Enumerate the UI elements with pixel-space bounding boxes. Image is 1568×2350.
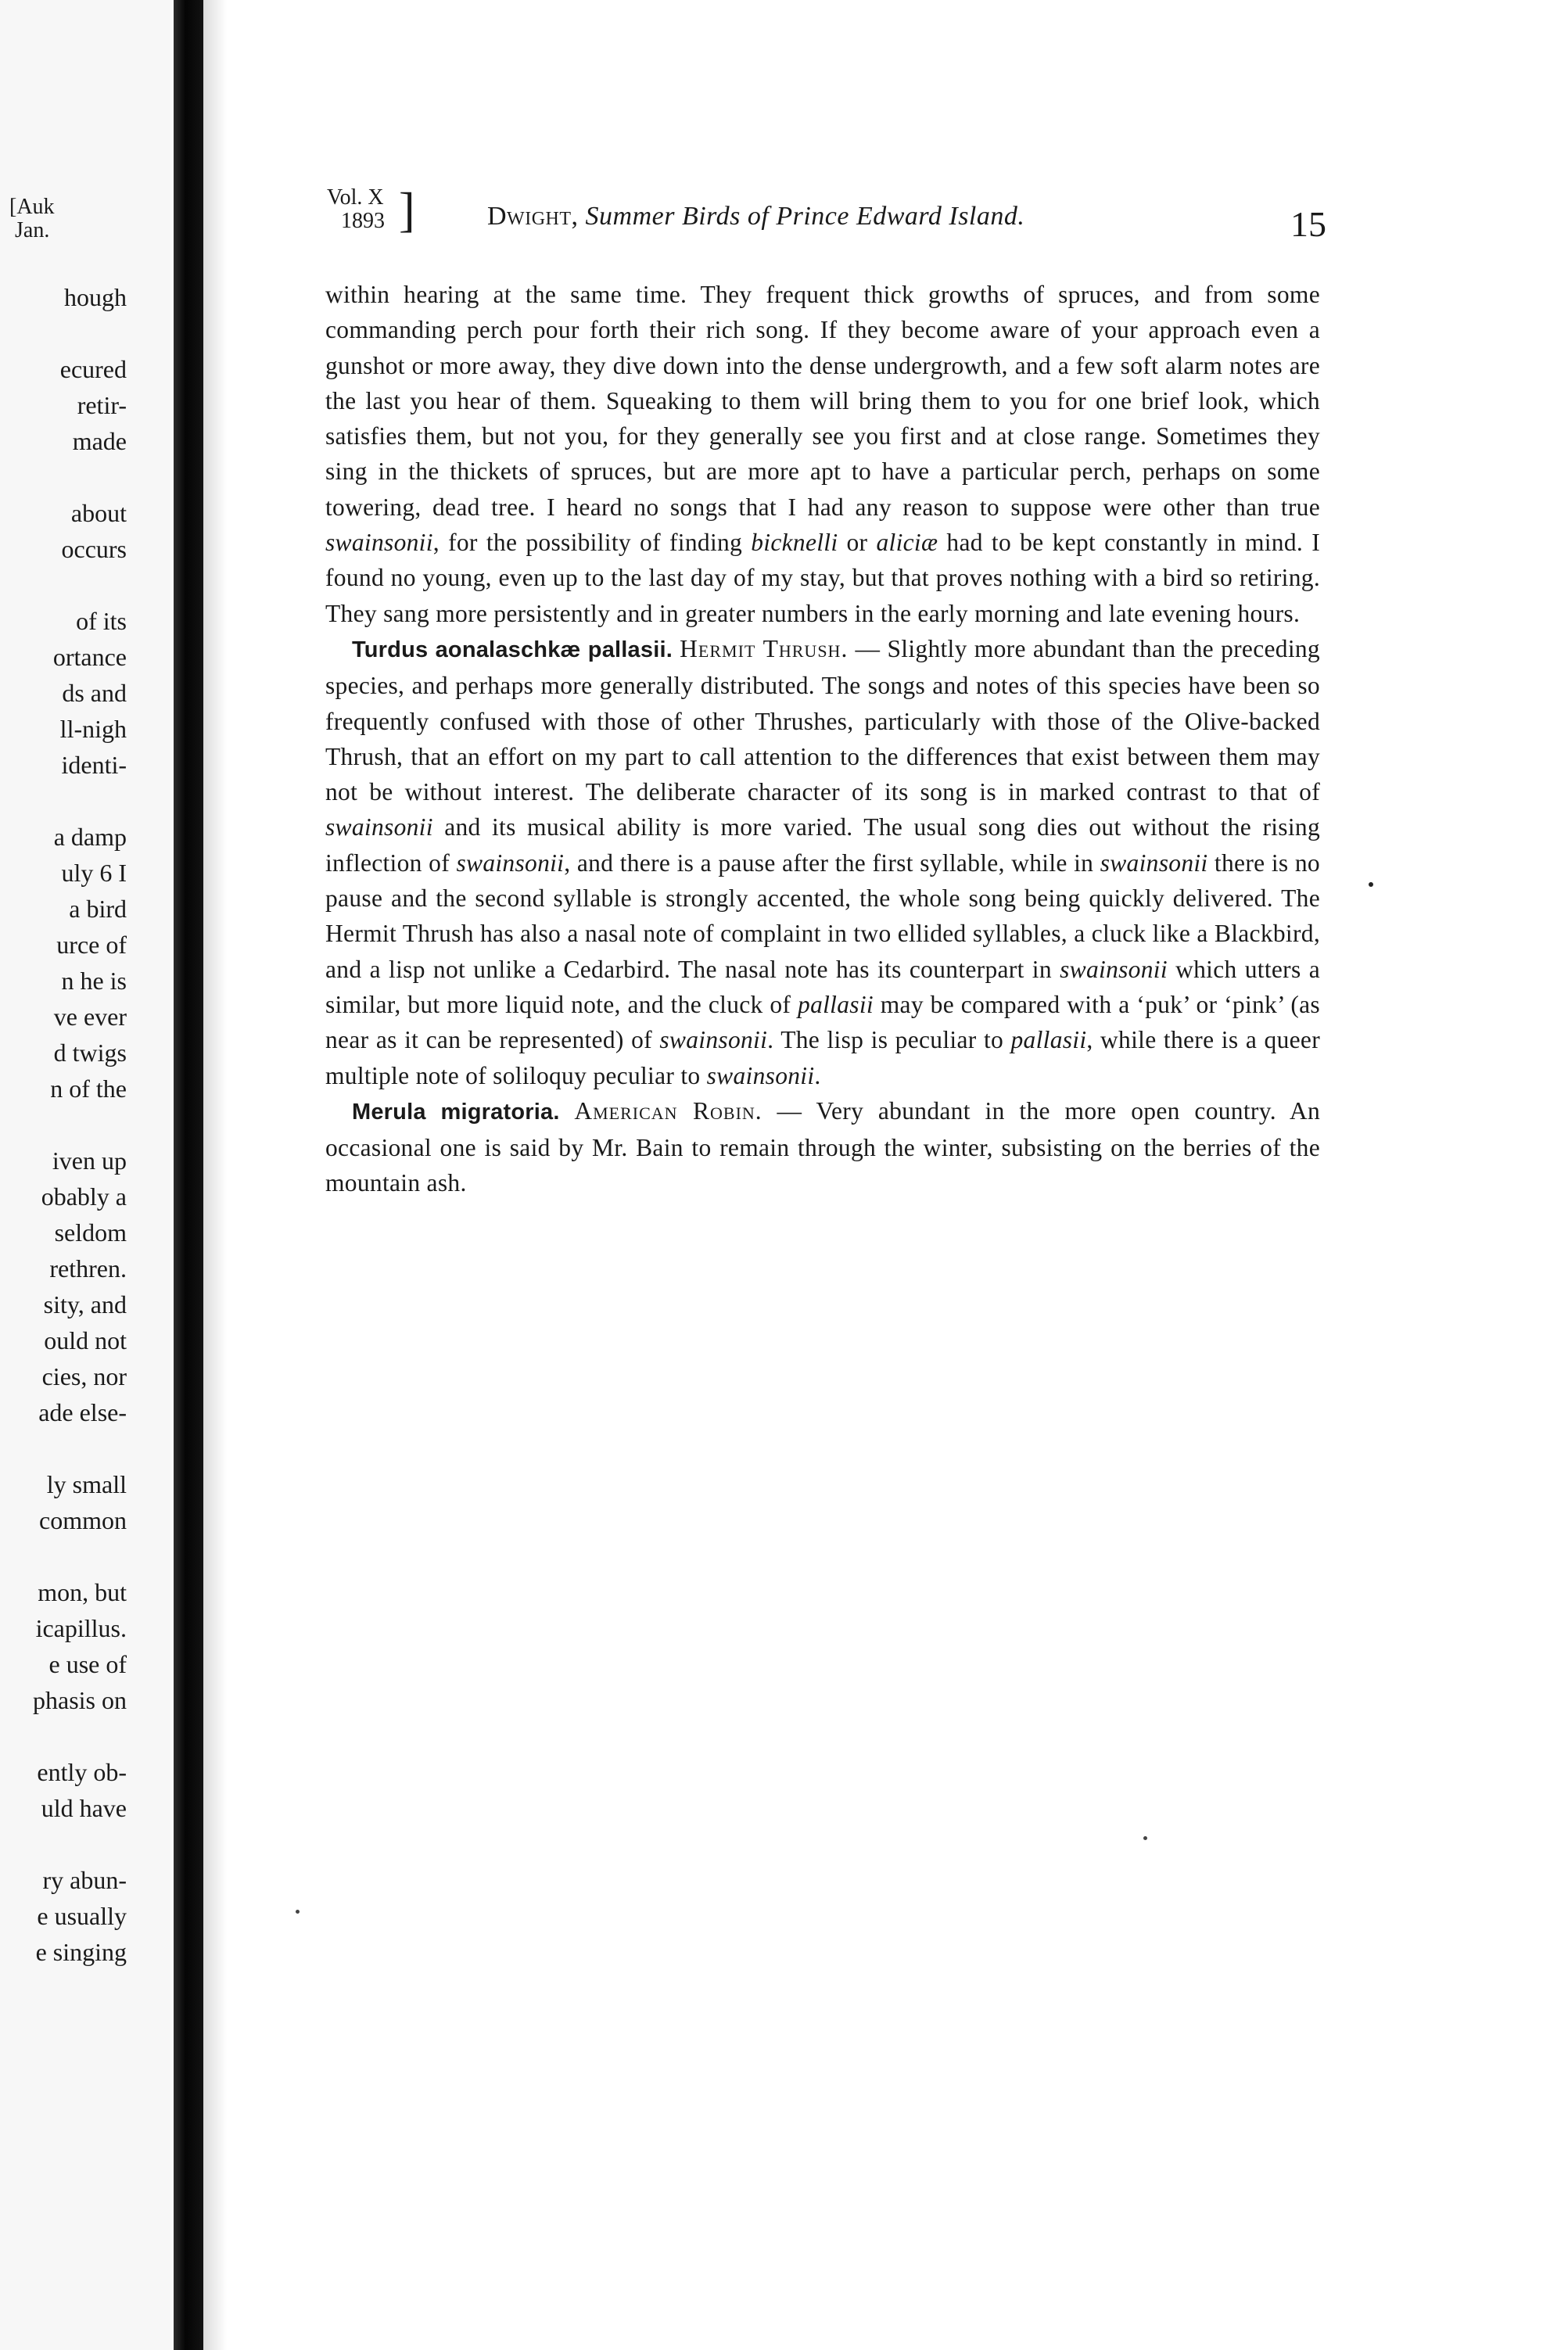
volume-block: [327, 186, 385, 233]
facing-page-fragment: common: [39, 1506, 127, 1534]
facing-journal-name: [Auk: [9, 195, 55, 219]
facing-page-fragment: ortance: [52, 643, 127, 671]
facing-page-fragment: identi-: [61, 751, 127, 779]
species-scientific-name: Merula migratoria.: [352, 1099, 560, 1125]
facing-page-fragment: ently ob-: [37, 1758, 127, 1786]
facing-page-fragment: icapillus.: [35, 1614, 127, 1642]
volume-year: 1893: [341, 209, 385, 233]
facing-page-fragment: ly small: [46, 1470, 127, 1498]
facing-page-fragment: ade else-: [38, 1398, 127, 1426]
facing-page-fragment: n he is: [61, 967, 127, 995]
facing-page-header: [9, 196, 55, 242]
facing-page-fragment: occurs: [61, 535, 127, 563]
facing-page-fragment: mon, but: [38, 1578, 127, 1606]
facing-page-fragment: rethren.: [49, 1254, 127, 1283]
running-title-author: Dwight,: [487, 202, 579, 231]
facing-page-fragment: of its: [76, 607, 127, 635]
facing-page-fragment: urce of: [56, 931, 127, 959]
facing-page-fragment: uld have: [41, 1794, 127, 1822]
volume-bracket: ]: [399, 184, 415, 237]
facing-page-fragment: ry abun-: [42, 1866, 127, 1894]
page-number: 15: [1290, 204, 1326, 244]
facing-page-fragment: uly 6 I: [61, 859, 127, 887]
facing-issue-month: Jan.: [15, 218, 50, 242]
facing-page-fragment: e usually: [37, 1902, 127, 1930]
facing-page-fragment: ecured: [59, 355, 127, 383]
species-scientific-name: Turdus aonalaschkæ pallasii.: [352, 637, 673, 662]
facing-page-fragment: retir-: [77, 391, 127, 419]
facing-page-fragment: ould not: [44, 1326, 127, 1354]
facing-page-fragment: iven up: [52, 1146, 127, 1175]
facing-page-fragment: a bird: [69, 895, 127, 923]
facing-page-fragment: seldom: [54, 1218, 127, 1247]
article-body: [325, 277, 1320, 1201]
paper-speck: [1369, 882, 1373, 887]
facing-page-fragment: hough: [64, 283, 127, 311]
running-title-text: Summer Birds of Prince Edward Island.: [585, 202, 1025, 231]
facing-page-fragment: e singing: [35, 1938, 127, 1966]
book-binding-shadow: [174, 0, 203, 2350]
facing-page-fragment: made: [72, 427, 127, 455]
facing-page-fragment: cies, nor: [41, 1362, 127, 1390]
facing-page-fragment: a damp: [53, 823, 127, 851]
facing-page-fragment: ds and: [62, 679, 127, 707]
facing-page-fragment: ll-nigh: [59, 715, 127, 743]
paper-speck: [296, 1910, 300, 1914]
species-common-name: Hermit Thrush.: [680, 634, 849, 662]
facing-page-fragment: e use of: [48, 1650, 127, 1678]
facing-page-fragment: n of the: [50, 1075, 127, 1103]
species-entry-american-robin: Merula migratoria. American Robin. — Very abundant in the more open country. An occasional one is said by Mr. Bain to remain through the winter, subsisting on the berries of the mountain ash.: [325, 1096, 1320, 1197]
facing-page-strip: [0, 0, 174, 2350]
running-title: [487, 202, 1024, 231]
species-common-name: American Robin.: [574, 1096, 762, 1125]
facing-page-fragment: d twigs: [53, 1039, 127, 1067]
running-head: [327, 186, 1326, 249]
facing-page-fragment: phasis on: [33, 1686, 127, 1714]
facing-page-fragment: sity, and: [43, 1290, 127, 1319]
facing-page-fragment: obably a: [41, 1182, 127, 1211]
paper-speck: [1143, 1836, 1147, 1840]
facing-page-fragment: ve ever: [53, 1003, 127, 1031]
paragraph-olive-backed-thrush-continued: within hearing at the same time. They frequent thick growths of spruces, and from some commanding perch pour forth their rich song. If they become aware of your approach even a gunshot or more away, they dive down into the dense undergrowth, and a few soft alarm notes are the last you hear of them. Squeaking to them will bring them to you for one brief look, which satisfies them, but not you, for they generally see you first and at close range. Sometimes they sing in the thickets of spruces, but are more apt to have a particular perch, perhaps on some towering, dead tree. I heard no songs that I had any reason to suppose were other than true swainsonii, for the possibility of finding bicknelli or aliciæ had to be kept constantly in mind. I found no young, even up to the last day of my stay, but that proves nothing with a bird so retiring. They sang more persistently and in greater numbers in the early morning and late evening hours.: [325, 281, 1320, 627]
book-gutter: [203, 0, 227, 2350]
facing-page-fragment: about: [70, 499, 127, 527]
volume-label: Vol. X: [327, 185, 384, 210]
species-entry-hermit-thrush: Turdus aonalaschkæ pallasii. Hermit Thrush. — Slightly more abundant than the preceding species, and perhaps more generally distributed. The songs and notes of this species have been so frequently confused with those of other Thrushes, particularly with those of the Olive-backed Thrush, that an effort on my part to call attention to the differences that exist between them may not be without interest. The deliberate character of its song is in marked contrast to that of swainsonii and its musical ability is more varied. The usual song dies out without the rising inflection of swainsonii, and there is a pause after the first syllable, while in swainsonii there is no pause and the second syllable is strongly accented, the whole song being quickly delivered. The Hermit Thrush has also a nasal note of complaint in two ellided syllables, a cluck like a Blackbird, and a lisp not unlike a Cedarbird. The nasal note has its counterpart in swainsonii which utters a similar, but more liquid note, and the cluck of pallasii may be compared with a ‘puk’ or ‘pink’ (as near as it can be represented) of swainsonii. The lisp is peculiar to pallasii, while there is a queer multiple note of soliloquy peculiar to swainsonii.: [325, 634, 1320, 1089]
